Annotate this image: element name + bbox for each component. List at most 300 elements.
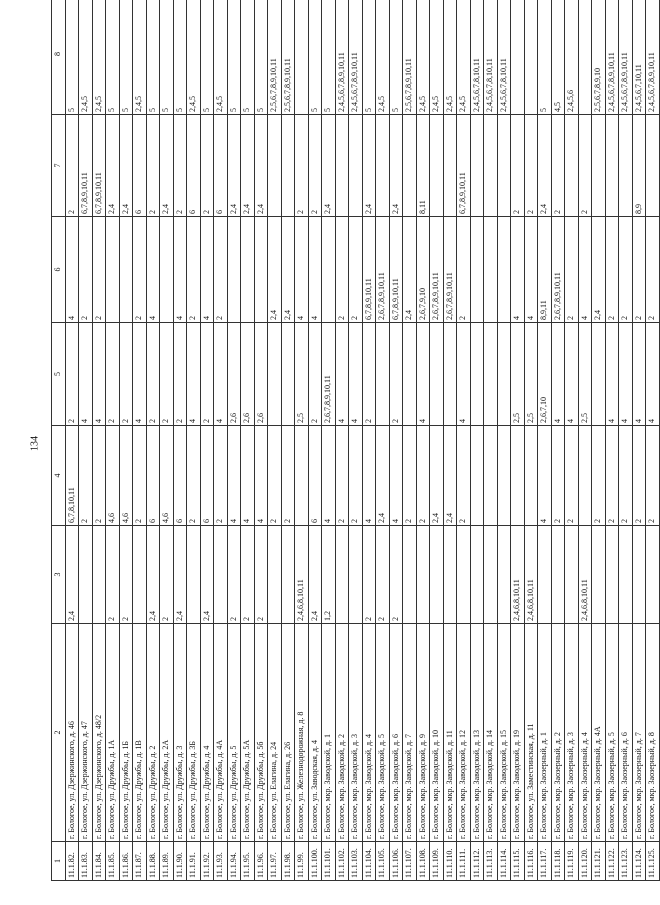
value-cell: 6,7,8,9,10,11 <box>79 115 93 217</box>
value-cell: 2,4,5 <box>79 0 93 115</box>
row-number-cell: 11.1.112. <box>470 842 484 881</box>
value-cell: 2,4,5 <box>214 0 228 115</box>
value-cell: 2,4 <box>268 217 282 323</box>
value-cell: 2 <box>268 426 282 526</box>
value-cell: 2 <box>389 323 403 426</box>
value-cell: 2 <box>511 115 525 217</box>
row-number-cell: 11.1.98. <box>281 842 295 881</box>
row-number-cell: 11.1.108. <box>416 842 430 881</box>
row-number-cell: 11.1.124. <box>632 842 646 881</box>
value-cell: 4 <box>322 426 336 526</box>
value-cell <box>592 323 606 426</box>
value-cell: 8,9,11 <box>538 217 552 323</box>
value-cell <box>254 217 268 323</box>
row-number-cell: 11.1.85. <box>106 842 120 881</box>
value-cell: 4,6 <box>106 426 120 526</box>
value-cell: 5 <box>254 0 268 115</box>
table-row <box>322 0 336 881</box>
row-number-cell: 11.1.113. <box>484 842 498 881</box>
table-row <box>632 0 646 881</box>
value-cell: 2 <box>227 526 241 624</box>
value-cell <box>524 0 538 115</box>
value-cell: 2 <box>335 426 349 526</box>
table-row <box>281 0 295 881</box>
rotated-table-container <box>51 34 657 881</box>
value-cell <box>605 526 619 624</box>
value-cell: 2 <box>119 323 133 426</box>
table-row <box>119 0 133 881</box>
value-cell <box>497 526 511 624</box>
value-cell <box>241 217 255 323</box>
value-cell: 5 <box>200 0 214 115</box>
table-row <box>416 0 430 881</box>
value-cell: 4 <box>578 217 592 323</box>
table-row <box>65 0 79 881</box>
row-number-cell: 11.1.96. <box>254 842 268 881</box>
value-cell: 2,4 <box>322 115 336 217</box>
address-cell: г. Бологое, ул. Елагина, д. 24 <box>268 624 282 842</box>
value-cell: 2 <box>173 115 187 217</box>
value-cell: 2 <box>106 526 120 624</box>
address-cell: г. Бологое, мкр. Заводской, д. 4 <box>362 624 376 842</box>
value-cell: 2 <box>160 323 174 426</box>
value-cell: 2 <box>524 115 538 217</box>
value-cell <box>484 526 498 624</box>
value-cell <box>268 323 282 426</box>
row-number-cell: 11.1.97. <box>268 842 282 881</box>
value-cell <box>133 526 147 624</box>
address-cell: г. Бологое, мкр. Заводской, д. 11 <box>443 624 457 842</box>
address-cell: г. Бологое, ул. Дружбы, д. 3Б <box>187 624 201 842</box>
row-number-cell: 11.1.117. <box>538 842 552 881</box>
table-row <box>538 0 552 881</box>
value-cell: 2 <box>592 426 606 526</box>
value-cell: 2,4,6,8,10,11 <box>578 526 592 624</box>
table-row <box>592 0 606 881</box>
value-cell: 4 <box>632 323 646 426</box>
table-row <box>308 0 322 881</box>
value-cell: 2,6 <box>227 323 241 426</box>
value-cell: 2,6,7,9,10 <box>416 217 430 323</box>
value-cell <box>443 323 457 426</box>
value-cell <box>632 526 646 624</box>
table-row <box>241 0 255 881</box>
table-row <box>524 0 538 881</box>
address-cell: г. Бологое, ул. Дружбы, д. 4 <box>200 624 214 842</box>
value-cell: 2 <box>200 323 214 426</box>
table-row <box>565 0 579 881</box>
col-header-6: 6 <box>52 217 66 323</box>
value-cell: 2 <box>349 426 363 526</box>
value-cell: 6,7,8,9,10,11 <box>457 115 471 217</box>
value-cell: 2,4,6,8,10,11 <box>511 526 525 624</box>
address-cell: г. Бологое, мкр. Заозерный, д. 5 <box>605 624 619 842</box>
value-cell: 6 <box>200 426 214 526</box>
row-number-cell: 11.1.82. <box>65 842 79 881</box>
value-cell: 2 <box>214 426 228 526</box>
value-cell: 2,5,6,7,8,9,10,11 <box>403 0 417 115</box>
value-cell: 2 <box>160 526 174 624</box>
value-cell <box>470 526 484 624</box>
value-cell: 2 <box>619 426 633 526</box>
row-number-cell: 11.1.88. <box>146 842 160 881</box>
address-cell: г. Бологое, мкр. Заводской, д. 5 <box>376 624 390 842</box>
address-cell: г. Бологое, ул. Дружбы, д. 5б <box>254 624 268 842</box>
table-row <box>362 0 376 881</box>
value-cell: 2 <box>281 426 295 526</box>
table-row <box>619 0 633 881</box>
value-cell: 5 <box>308 0 322 115</box>
value-cell: 2,4,5,6,7,8,10,11 <box>497 0 511 115</box>
value-cell: 5 <box>241 0 255 115</box>
value-cell <box>281 323 295 426</box>
value-cell: 2 <box>214 217 228 323</box>
value-cell: 2,4 <box>362 115 376 217</box>
value-cell: 4 <box>619 323 633 426</box>
value-cell: 2,5 <box>295 323 309 426</box>
value-cell <box>524 426 538 526</box>
value-cell: 2,4,5 <box>457 0 471 115</box>
value-cell: 2,6,7,8,9,10,11 <box>551 217 565 323</box>
value-cell: 2,4,5,6,7,10,11 <box>632 0 646 115</box>
value-cell: 4 <box>308 217 322 323</box>
value-cell <box>214 526 228 624</box>
value-cell: 6 <box>187 115 201 217</box>
value-cell: 2,4,5,6,7,8,10,11 <box>470 0 484 115</box>
value-cell: 4 <box>605 323 619 426</box>
value-cell: 2 <box>457 426 471 526</box>
row-number-cell: 11.1.114. <box>497 842 511 881</box>
value-cell: 2,6,7,10 <box>538 323 552 426</box>
address-cell: г. Бологое, ул. Железнодорожная, д. 8 <box>295 624 309 842</box>
value-cell: 2 <box>187 426 201 526</box>
address-cell: г. Бологое, ул. Елагина, д. 26 <box>281 624 295 842</box>
table-row <box>146 0 160 881</box>
value-cell: 2 <box>65 115 79 217</box>
schedule-table <box>51 0 660 881</box>
table-row <box>497 0 511 881</box>
value-cell: 2,4 <box>389 115 403 217</box>
value-cell: 4 <box>200 217 214 323</box>
row-number-cell: 11.1.94. <box>227 842 241 881</box>
col-header-2: 2 <box>52 624 66 842</box>
address-cell: г. Бологое, мкр. Заводской, д. 9 <box>416 624 430 842</box>
value-cell <box>511 0 525 115</box>
value-cell: 2,4 <box>443 426 457 526</box>
value-cell: 4 <box>146 217 160 323</box>
value-cell <box>430 115 444 217</box>
value-cell: 2,4 <box>254 115 268 217</box>
row-number-cell: 11.1.90. <box>173 842 187 881</box>
address-cell: г. Бологое, мкр. Заозерный, д. 7 <box>632 624 646 842</box>
value-cell: 2 <box>106 323 120 426</box>
col-header-8: 8 <box>52 0 66 115</box>
value-cell: 2,5 <box>511 323 525 426</box>
table-row <box>187 0 201 881</box>
value-cell <box>281 115 295 217</box>
address-cell: г. Бологое, ул. Дружбы, д. 2 <box>146 624 160 842</box>
value-cell: 4 <box>551 323 565 426</box>
value-cell: 2 <box>308 115 322 217</box>
value-cell: 2,4 <box>119 115 133 217</box>
value-cell: 2 <box>605 426 619 526</box>
table-row <box>133 0 147 881</box>
table-row <box>430 0 444 881</box>
value-cell: 4 <box>241 426 255 526</box>
page-number: 134 <box>29 436 41 451</box>
value-cell: 5 <box>389 0 403 115</box>
value-cell <box>497 323 511 426</box>
value-cell: 2 <box>295 115 309 217</box>
value-cell <box>457 526 471 624</box>
value-cell: 2 <box>349 217 363 323</box>
value-cell <box>79 526 93 624</box>
value-cell <box>106 217 120 323</box>
value-cell: 6,7,8,9,10,11 <box>362 217 376 323</box>
value-cell: 5 <box>146 0 160 115</box>
value-cell: 4 <box>173 217 187 323</box>
value-cell <box>403 323 417 426</box>
value-cell: 4 <box>92 323 106 426</box>
value-cell: 2 <box>241 526 255 624</box>
table-row <box>160 0 174 881</box>
value-cell <box>281 526 295 624</box>
value-cell <box>322 217 336 323</box>
value-cell: 2,4,6,8,10,11 <box>295 526 309 624</box>
value-cell <box>119 217 133 323</box>
value-cell: 2 <box>565 217 579 323</box>
value-cell: 2,4 <box>430 426 444 526</box>
col-header-1: 1 <box>52 842 66 881</box>
value-cell: 2 <box>403 426 417 526</box>
row-number-cell: 11.1.122. <box>605 842 619 881</box>
value-cell <box>551 526 565 624</box>
value-cell: 2,4,5 <box>430 0 444 115</box>
row-number-cell: 11.1.116. <box>524 842 538 881</box>
value-cell <box>470 217 484 323</box>
address-cell: г. Бологое, мкр. Заводской, д. 14 <box>484 624 498 842</box>
row-number-cell: 11.1.102. <box>335 842 349 881</box>
value-cell: 4,5 <box>551 0 565 115</box>
value-cell <box>484 426 498 526</box>
value-cell: 4 <box>187 323 201 426</box>
value-cell: 2 <box>457 217 471 323</box>
row-number-cell: 11.1.103. <box>349 842 363 881</box>
value-cell <box>443 526 457 624</box>
value-cell: 5 <box>65 0 79 115</box>
value-cell: 2,4,5 <box>133 0 147 115</box>
row-number-cell: 11.1.109. <box>430 842 444 881</box>
value-cell: 5 <box>322 0 336 115</box>
value-cell: 2,4 <box>592 217 606 323</box>
value-cell: 4 <box>254 426 268 526</box>
row-number-cell: 11.1.121. <box>592 842 606 881</box>
value-cell: 2 <box>92 217 106 323</box>
col-header-7: 7 <box>52 115 66 217</box>
value-cell <box>538 526 552 624</box>
table-row <box>227 0 241 881</box>
value-cell <box>578 0 592 115</box>
value-cell: 4 <box>65 217 79 323</box>
value-cell <box>349 115 363 217</box>
value-cell <box>349 526 363 624</box>
row-number-cell: 11.1.106. <box>389 842 403 881</box>
value-cell: 6,7,8,9,10,11 <box>389 217 403 323</box>
table-row <box>605 0 619 881</box>
table-row <box>268 0 282 881</box>
table-row <box>484 0 498 881</box>
value-cell <box>470 323 484 426</box>
value-cell: 2 <box>605 217 619 323</box>
value-cell: 8,11 <box>416 115 430 217</box>
value-cell: 2,6 <box>241 323 255 426</box>
address-cell: г. Бологое, мкр. Заозерный, д. 8 <box>646 624 660 842</box>
col-header-5: 5 <box>52 323 66 426</box>
value-cell: 2,4 <box>106 115 120 217</box>
row-number-cell: 11.1.84. <box>92 842 106 881</box>
value-cell: 5 <box>106 0 120 115</box>
value-cell: 2,4 <box>146 526 160 624</box>
table-row <box>511 0 525 881</box>
address-cell: г. Бологое, мкр. Заводской, д. 12 <box>457 624 471 842</box>
address-cell: г. Бологое, ул. Дружбы, д. 4А <box>214 624 228 842</box>
value-cell: 4 <box>214 323 228 426</box>
value-cell: 2,4,5,6,7,8,9,10,11 <box>335 0 349 115</box>
value-cell: 2 <box>133 217 147 323</box>
value-cell: 4 <box>389 426 403 526</box>
value-cell: 2 <box>632 426 646 526</box>
value-cell <box>227 217 241 323</box>
value-cell <box>403 115 417 217</box>
row-number-cell: 11.1.95. <box>241 842 255 881</box>
value-cell <box>484 323 498 426</box>
value-cell: 4 <box>79 323 93 426</box>
address-cell: г. Бологое, мкр. Заводской, д. 6 <box>389 624 403 842</box>
value-cell <box>416 526 430 624</box>
value-cell: 2,4,5,6,7,8,10,11 <box>484 0 498 115</box>
address-cell: г. Бологое, мкр. Заозерный, д. 3 <box>565 624 579 842</box>
value-cell: 2,4,5,6,7,8,9,10,11 <box>605 0 619 115</box>
row-number-cell: 11.1.92. <box>200 842 214 881</box>
row-number-cell: 11.1.118. <box>551 842 565 881</box>
value-cell: 2,4,5 <box>187 0 201 115</box>
table-row <box>376 0 390 881</box>
value-cell <box>619 526 633 624</box>
value-cell: 6 <box>214 115 228 217</box>
value-cell: 4 <box>511 217 525 323</box>
address-cell: г. Бологое, мкр. Заводской, д. 15 <box>497 624 511 842</box>
value-cell: 2,4 <box>241 115 255 217</box>
value-cell: 8,9 <box>632 115 646 217</box>
value-cell <box>497 426 511 526</box>
value-cell: 4 <box>349 323 363 426</box>
value-cell: 2 <box>632 217 646 323</box>
table-row <box>551 0 565 881</box>
address-cell: г. Бологое, ул. Дзержинского, д. 48/2 <box>92 624 106 842</box>
value-cell <box>470 426 484 526</box>
value-cell: 2,4,5 <box>416 0 430 115</box>
value-cell <box>484 217 498 323</box>
address-cell: г. Бологое, ул. Дзержинского, д. 47 <box>79 624 93 842</box>
row-number-cell: 11.1.83. <box>79 842 93 881</box>
value-cell: 2 <box>389 526 403 624</box>
table-row <box>349 0 363 881</box>
value-cell: 5 <box>227 0 241 115</box>
table-row <box>200 0 214 881</box>
value-cell: 2 <box>79 426 93 526</box>
value-cell: 4 <box>416 323 430 426</box>
table-row <box>389 0 403 881</box>
table-row <box>295 0 309 881</box>
address-cell: г. Бологое, ул. Дружбы, д. 1Б <box>119 624 133 842</box>
value-cell: 2 <box>200 115 214 217</box>
value-cell: 2,4,5 <box>443 0 457 115</box>
value-cell <box>578 426 592 526</box>
value-cell <box>497 217 511 323</box>
value-cell <box>497 115 511 217</box>
value-cell: 6 <box>308 426 322 526</box>
value-cell: 2,4 <box>200 526 214 624</box>
value-cell: 2 <box>551 115 565 217</box>
value-cell: 2,6,7,8,9,10,11 <box>430 217 444 323</box>
value-cell <box>295 426 309 526</box>
value-cell <box>335 526 349 624</box>
address-cell: г. Бологое, ул. Дружбы, д. 2А <box>160 624 174 842</box>
value-cell: 2,6,7,8,9,10,11 <box>376 217 390 323</box>
value-cell <box>92 526 106 624</box>
table-row <box>403 0 417 881</box>
value-cell: 2 <box>308 323 322 426</box>
col-header-3: 3 <box>52 526 66 624</box>
value-cell: 2,4 <box>308 526 322 624</box>
row-number-cell: 11.1.119. <box>565 842 579 881</box>
header-row <box>52 0 66 881</box>
value-cell: 2 <box>565 426 579 526</box>
address-cell: г. Бологое, мкр. Заводской, д. 13 <box>470 624 484 842</box>
row-number-cell: 11.1.105. <box>376 842 390 881</box>
table-row <box>457 0 471 881</box>
value-cell: 2 <box>65 323 79 426</box>
table-row <box>254 0 268 881</box>
row-number-cell: 11.1.89. <box>160 842 174 881</box>
value-cell <box>619 115 633 217</box>
row-number-cell: 11.1.86. <box>119 842 133 881</box>
value-cell: 2 <box>92 426 106 526</box>
value-cell <box>160 217 174 323</box>
address-cell: г. Бологое, мкр. Заводской, д. 10 <box>430 624 444 842</box>
address-cell: г. Бологое, мкр. Заводской, д. 7 <box>403 624 417 842</box>
value-cell: 6,7,8,9,10,11 <box>92 115 106 217</box>
value-cell: 2 <box>362 323 376 426</box>
value-cell: 6 <box>146 426 160 526</box>
value-cell <box>268 526 282 624</box>
value-cell: 2 <box>646 217 660 323</box>
address-cell: г. Бологое, мкр. Заозерный, д. 4 <box>578 624 592 842</box>
table-row <box>443 0 457 881</box>
value-cell <box>484 115 498 217</box>
value-cell <box>443 115 457 217</box>
value-cell: 2,5 <box>524 323 538 426</box>
value-cell: 2,4 <box>281 217 295 323</box>
address-cell: г. Бологое, мкр. Заводской, д. 3 <box>349 624 363 842</box>
row-number-cell: 11.1.93. <box>214 842 228 881</box>
table-row <box>106 0 120 881</box>
value-cell: 2 <box>619 217 633 323</box>
address-cell: г. Бологое, ул. Дружбы, д. 5 <box>227 624 241 842</box>
address-cell: г. Бологое, мкр. Заводской, д. 1 <box>322 624 336 842</box>
value-cell: 2 <box>578 115 592 217</box>
value-cell: 4 <box>538 426 552 526</box>
